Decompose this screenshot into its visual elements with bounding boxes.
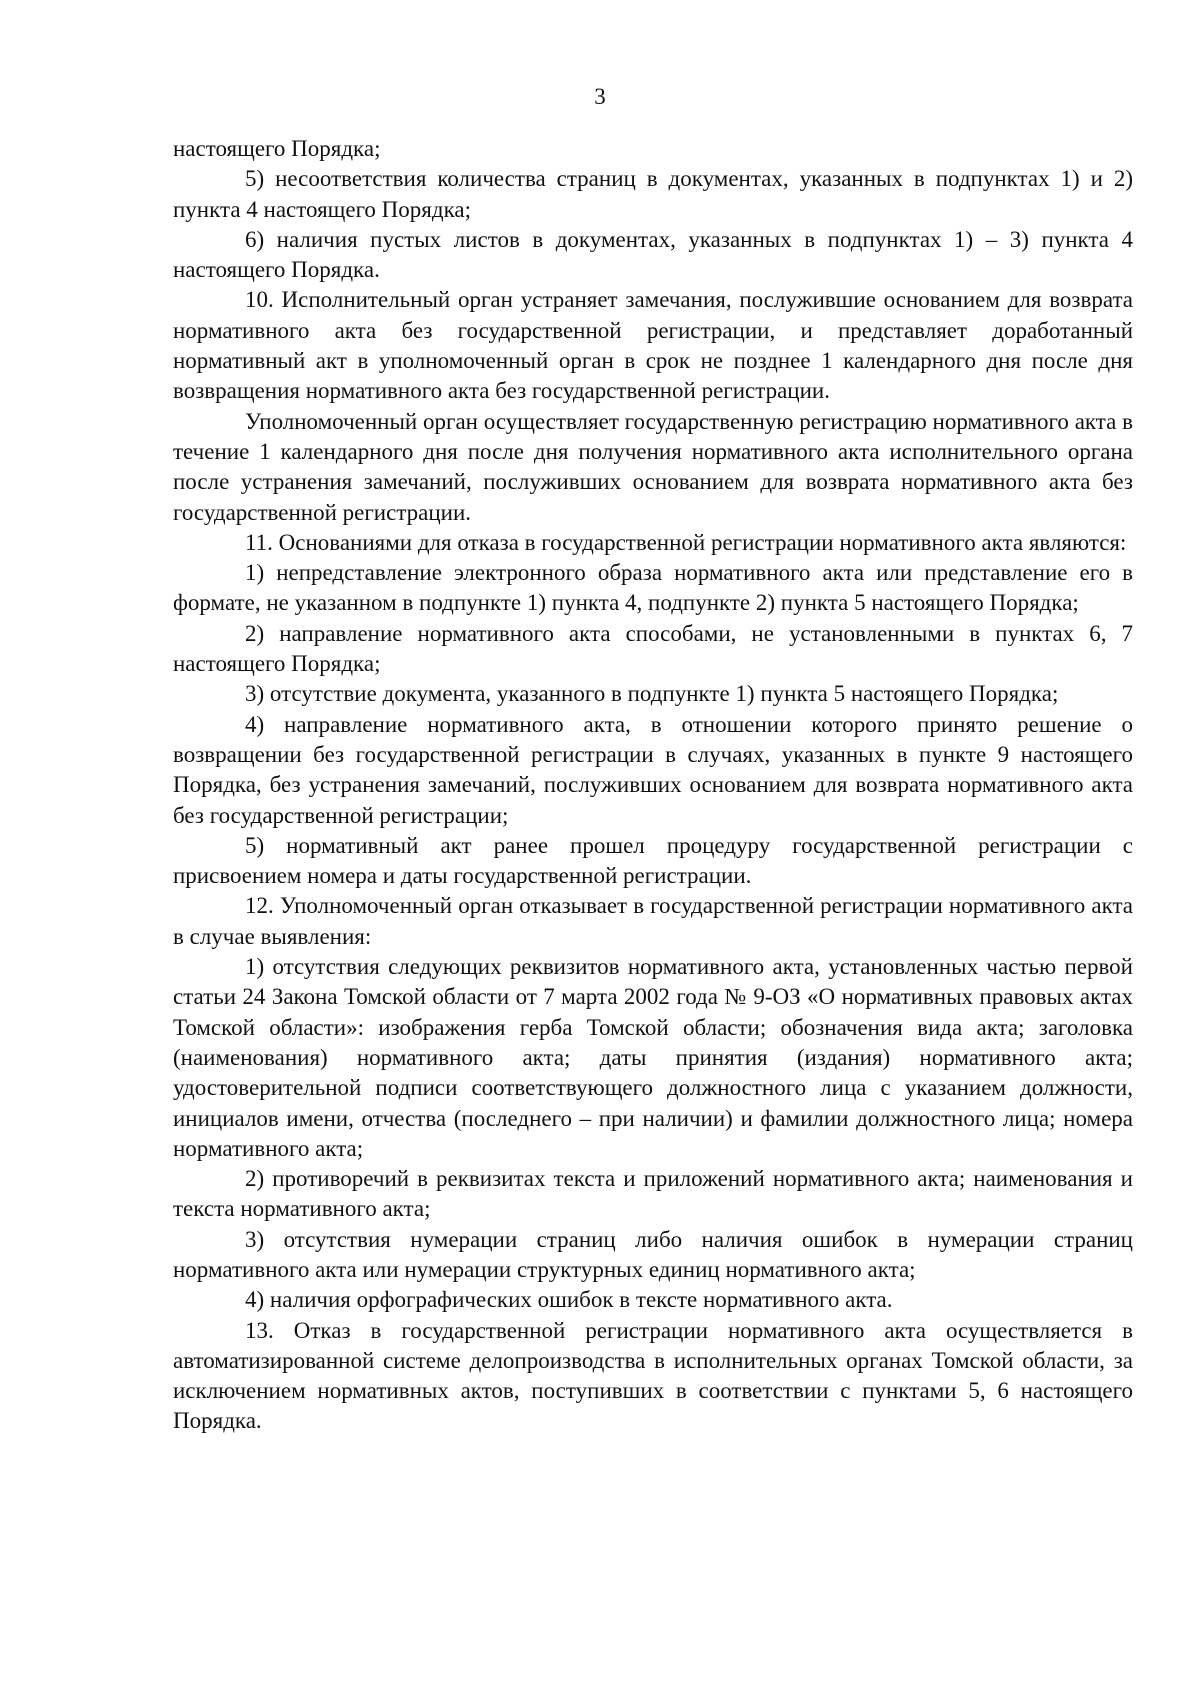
paragraph-12-item-4: 4) наличия орфографических ошибок в тексте нормативного акта. — [245, 1287, 893, 1313]
paragraph-10-part-2: Уполномоченный орган осуществляет государственную регистрацию нормативного акта в течение 1 календарного дня после дня получения нормативного акта исполнительного органа после устранения замечаний, послуживших основанием для возврата нормативного акта без государственной регистрации. — [173, 408, 1133, 525]
page-number: 3 — [594, 84, 606, 109]
paragraph-12: 12. Уполномоченный орган отказывает в государственной регистрации нормативного акта в случае выявления: — [173, 893, 1133, 949]
paragraph-11-item-1: 1) непредставление электронного образа нормативного акта или представление его в формате, не указанном в подпункте 1) пункта 4, подпункте 2) пункта 5 настоящего Порядка; — [173, 560, 1133, 616]
paragraph-10: 10. Исполнительный орган устраняет замечания, послужившие основанием для возврата нормативного акта без государственной регистрации, и представляет доработанный нормативный акт в уполномоченный орган в срок не позднее 1 календарного дня после дня возвращения нормативного акта без государственной регистрации. — [173, 287, 1133, 404]
paragraph-13: 13. Отказ в государственной регистрации нормативного акта осуществляется в автоматизированной системе делопроизводства в исполнительных органах Томской области, за исключением нормативных актов, поступивших в соответствии с пунктами 5, 6 настоящего Порядка. — [173, 1317, 1133, 1434]
paragraph-11-item-3: 3) отсутствие документа, указанного в подпункте 1) пункта 5 настоящего Порядка; — [245, 681, 1059, 707]
paragraph-11-item-4: 4) направление нормативного акта, в отношении которого принято решение о возвращении без государственной регистрации в случаях, указанных в пункте 9 настоящего Порядка, без устранения замечаний, послуживших основанием для возврата нормативного акта без государственной регистрации; — [173, 711, 1133, 828]
paragraph-9-item-5: 5) несоответствия количества страниц в документах, указанных в подпунктах 1) и 2) пункта 4 настоящего Порядка; — [173, 166, 1133, 222]
paragraph-12-item-3: 3) отсутствия нумерации страниц либо наличия ошибок в нумерации страниц нормативного акта или нумерации структурных единиц нормативного акта; — [173, 1226, 1133, 1282]
paragraph-12-item-2: 2) противоречий в реквизитах текста и приложений нормативного акта; наименования и текста нормативного акта; — [173, 1166, 1133, 1222]
document-body — [173, 134, 1133, 1437]
paragraph-11: 11. Основаниями для отказа в государственной регистрации нормативного акта являются: — [245, 529, 1127, 555]
paragraph-9-item-6: 6) наличия пустых листов в документах, указанных в подпунктах 1) – 3) пункта 4 настоящего Порядка. — [173, 226, 1133, 283]
paragraph-11-item-2: 2) направление нормативного акта способами, не установленными в пунктах 6, 7 настоящего Порядка; — [173, 620, 1133, 677]
paragraph-12-item-1: 1) отсутствия следующих реквизитов нормативного акта, установленных частью первой статьи 24 Закона Томской области от 7 марта 2002 года № 9-ОЗ «О нормативных правовых актах Томской области»: изображения герба Томской области; обозначения вида акта; заголовка (наименования) нормативного акта; даты принятия (издания) нормативного акта; удостоверительной подписи соответствующего должностного лица с указанием должности, инициалов имени, отчества (последнего – при наличии) и фамилии должностного лица; номера нормативного акта; — [173, 954, 1133, 1161]
paragraph-continuation: настоящего Порядка; — [173, 136, 381, 161]
paragraph-11-item-5: 5) нормативный акт ранее прошел процедуру государственной регистрации с присвоением номера и даты государственной регистрации. — [173, 832, 1133, 889]
